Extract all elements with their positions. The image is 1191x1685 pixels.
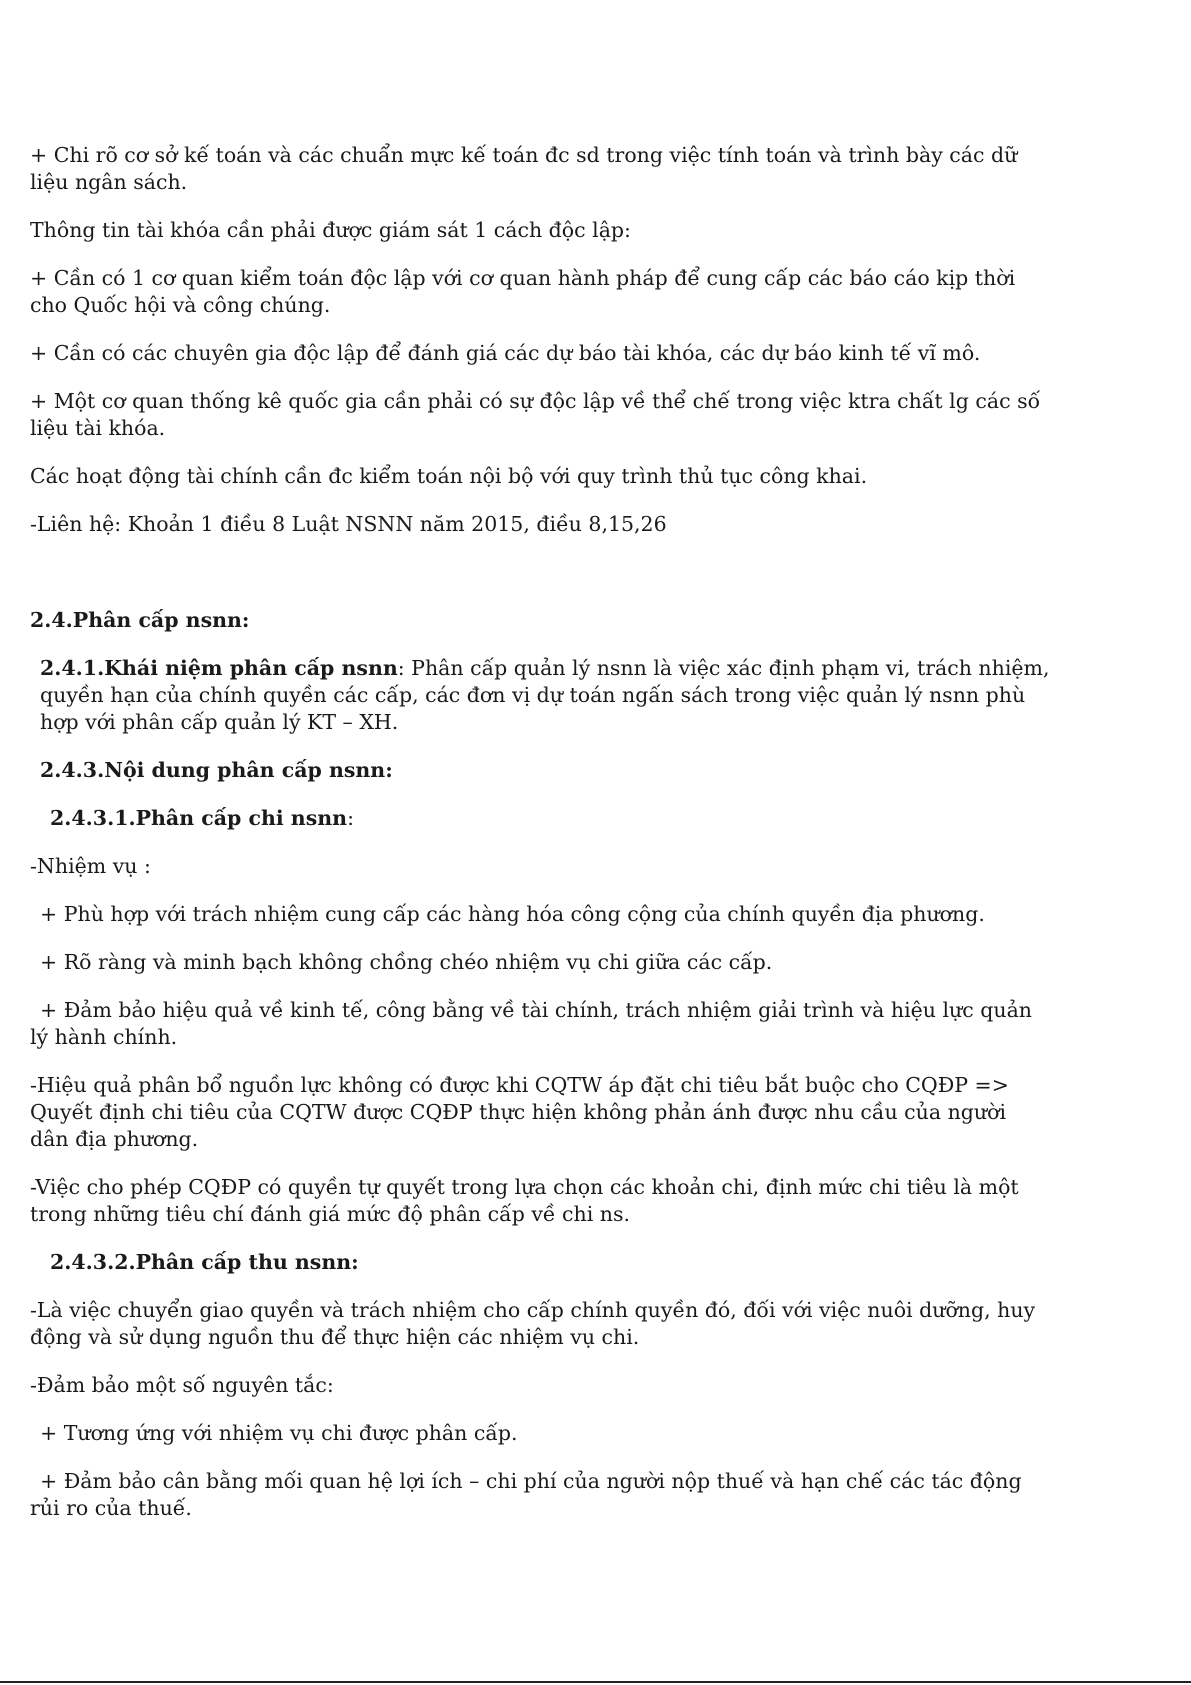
paragraph-accounting-basis: + Chi rõ cơ sở kế toán và các chuẩn mực kế toán đc sd trong việc tính toán và trình bày các dữ liệu ngân sách.: [30, 143, 1018, 194]
section-spacer: [30, 559, 1050, 607]
heading-2-4-1: 2.4.1.Khái niệm phân cấp nsnn: [40, 656, 398, 680]
paragraph-audit-agency: + Cần có 1 cơ quan kiểm toán độc lập với cơ quan hành pháp để cung cấp các báo cáo kịp thời cho Quốc hội và công chúng.: [30, 266, 1016, 317]
definition-text: : Phân cấp quản lý nsnn là việc xác định phạm vi, trách nhiệm, quyền hạn của chính quyền các cấp, các đơn vị dự toán ngấn sách trong việc quản lý nsnn phù hợp với phân cấp quản lý KT – XH.: [40, 656, 1050, 734]
principle-item-1: + Tương ứng với nhiệm vụ chi được phân cấp.: [40, 1421, 518, 1445]
task-item-2: + Rõ ràng và minh bạch không chồng chéo nhiệm vụ chi giữa các cấp.: [40, 950, 773, 974]
paragraph-2-4-1: [30, 655, 1050, 736]
paragraph-principles: -Đảm bảo một số nguyên tắc:: [30, 1373, 334, 1397]
heading-2-4-3: 2.4.3.Nội dung phân cấp nsnn:: [40, 758, 393, 782]
heading-2-4-3-1: 2.4.3.1.Phân cấp chi nsnn: [50, 806, 348, 830]
heading-colon: :: [347, 806, 354, 830]
heading-2-4: 2.4.Phân cấp nsnn:: [30, 608, 250, 632]
paragraph-revenue-transfer: -Là việc chuyển giao quyền và trách nhiệm cho cấp chính quyền đó, đối với việc nuôi dưỡng, huy động và sử dụng nguồn thu để thực hiện các nhiệm vụ chi.: [30, 1298, 1036, 1349]
task-item-3: + Đảm bảo hiệu quả về kinh tế, công bằng về tài chính, trách nhiệm giải trình và hiệu lực quản lý hành chính.: [30, 998, 1032, 1049]
paragraph-tasks: -Nhiệm vụ :: [30, 854, 151, 878]
paragraph-local-autonomy: -Việc cho phép CQĐP có quyền tự quyết trong lựa chọn các khoản chi, định mức chi tiêu là một trong những tiêu chí đánh giá mức độ phân cấp về chi ns.: [30, 1175, 1019, 1226]
heading-2-4-3-2: 2.4.3.2.Phân cấp thu nsnn:: [50, 1250, 359, 1274]
paragraph-2-4-3-1: [30, 805, 1050, 832]
principle-item-2: + Đảm bảo cân bằng mối quan hệ lợi ích – chi phí của người nộp thuế và hạn chế các tác động rủi ro của thuế.: [30, 1469, 1022, 1520]
paragraph-internal-audit: Các hoạt động tài chính cần đc kiểm toán nội bộ với quy trình thủ tục công khai.: [30, 464, 868, 488]
document-body: [30, 142, 1050, 1543]
paragraph-independent-monitoring: Thông tin tài khóa cần phải được giám sát 1 cách độc lập:: [30, 218, 631, 242]
task-item-1: + Phù hợp với trách nhiệm cung cấp các hàng hóa công cộng của chính quyền địa phương.: [40, 902, 985, 926]
page-bottom-edge: [0, 1681, 1191, 1683]
paragraph-allocation-efficiency: -Hiệu quả phân bổ nguồn lực không có được khi CQTW áp đặt chi tiêu bắt buộc cho CQĐP => Quyết định chi tiêu của CQTW được CQĐP thực hiện không phản ánh được nhu cầu của người dân địa phương.: [30, 1073, 1009, 1151]
paragraph-reference: -Liên hệ: Khoản 1 điều 8 Luật NSNN năm 2015, điều 8,15,26: [30, 512, 667, 536]
paragraph-statistics-agency: + Một cơ quan thống kê quốc gia cần phải có sự độc lập về thể chế trong việc ktra chất lg các số liệu tài khóa.: [30, 389, 1041, 440]
paragraph-independent-experts: + Cần có các chuyên gia độc lập để đánh giá các dự báo tài khóa, các dự báo kinh tế vĩ mô.: [30, 341, 981, 365]
